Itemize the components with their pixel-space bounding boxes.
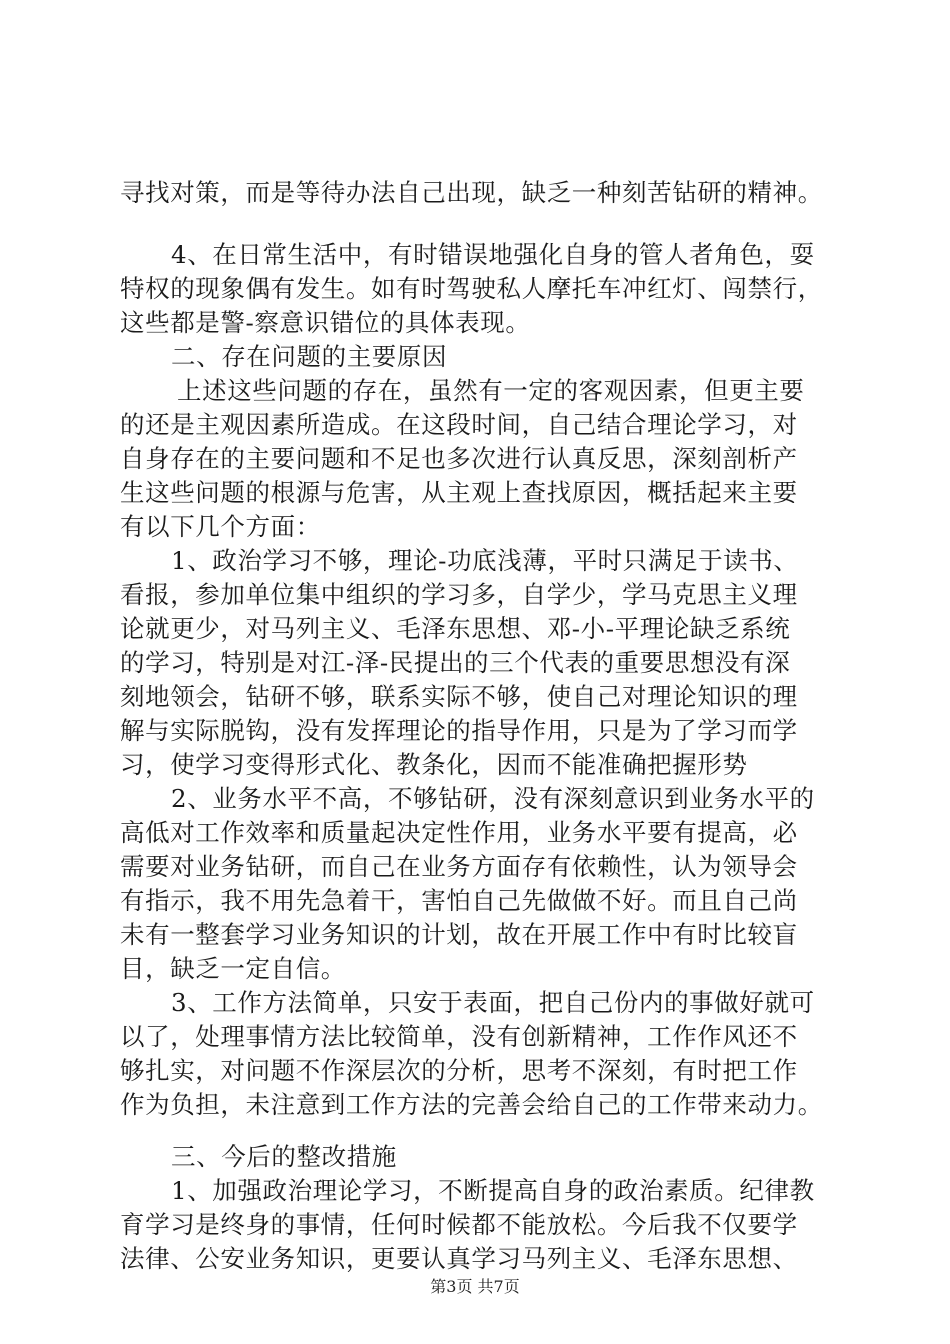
text-line: 有以下几个方面： xyxy=(120,512,321,541)
text-line: 论就更少，对马列主义、毛泽东思想、邓-小-平理论缺乏系统 xyxy=(120,614,791,643)
text-line: 生这些问题的根源与危害，从主观上查找原因，概括起来主要 xyxy=(120,478,798,507)
text-line: 3、工作方法简单，只安于表面，把自己份内的事做好就可 xyxy=(171,988,815,1017)
text-line: 寻找对策，而是等待办法自己出现，缺乏一种刻苦钻研的精神。 xyxy=(120,178,823,207)
text-line: 2、业务水平不高，不够钻研，没有深刻意识到业务水平的 xyxy=(171,784,815,813)
text-line: 习，使学习变得形式化、教条化，因而不能准确把握形势 xyxy=(120,750,748,779)
text-line: 的学习，特别是对江-泽-民提出的三个代表的重要思想没有深 xyxy=(120,648,791,677)
text-line: 4、在日常生活中，有时错误地强化自身的管人者角色，耍 xyxy=(171,240,815,269)
text-line: 需要对业务钻研，而自己在业务方面存有依赖性，认为领导会 xyxy=(120,852,798,881)
text-line: 以了，处理事情方法比较简单，没有创新精神，工作作风还不 xyxy=(120,1022,798,1051)
page-footer: 第3页 共7页 xyxy=(430,1277,520,1296)
text-line: 目，缺乏一定自信。 xyxy=(120,954,346,983)
text-line: 的还是主观因素所造成。在这段时间，自己结合理论学习，对 xyxy=(120,410,798,439)
text-line: 高低对工作效率和质量起决定性作用，业务水平要有提高，必 xyxy=(120,818,798,847)
text-line: 自身存在的主要问题和不足也多次进行认真反思，深刻剖析产 xyxy=(120,444,798,473)
text-line: 上述这些问题的存在，虽然有一定的客观因素，但更主要 xyxy=(177,376,805,405)
text-line: 够扎实，对问题不作深层次的分析，思考不深刻，有时把工作 xyxy=(120,1056,798,1085)
section-heading: 二、存在问题的主要原因 xyxy=(171,342,448,371)
text-line: 特权的现象偶有发生。如有时驾驶私人摩托车冲红灯、闯禁行， xyxy=(120,274,823,303)
text-line: 作为负担，未注意到工作方法的完善会给自己的工作带来动力。 xyxy=(120,1090,823,1119)
text-line: 看报，参加单位集中组织的学习多，自学少，学马克思主义理 xyxy=(120,580,798,609)
text-line: 解与实际脱钩，没有发挥理论的指导作用，只是为了学习而学 xyxy=(120,716,798,745)
text-line: 法律、公安业务知识，更要认真学习马列主义、毛泽东思想、 xyxy=(120,1244,798,1273)
text-line: 未有一整套学习业务知识的计划，故在开展工作中有时比较盲 xyxy=(120,920,798,949)
section-heading: 三、今后的整改措施 xyxy=(171,1142,397,1171)
text-line: 1、加强政治理论学习，不断提高自身的政治素质。纪律教 xyxy=(171,1176,815,1205)
text-line: 这些都是警-察意识错位的具体表现。 xyxy=(120,308,531,337)
text-line: 1、政治学习不够，理论-功底浅薄，平时只满足于读书、 xyxy=(171,546,799,575)
text-line: 有指示，我不用先急着干，害怕自己先做做不好。而且自己尚 xyxy=(120,886,798,915)
text-line: 刻地领会，钻研不够，联系实际不够，使自己对理论知识的理 xyxy=(120,682,798,711)
text-line: 育学习是终身的事情，任何时候都不能放松。今后我不仅要学 xyxy=(120,1210,798,1239)
